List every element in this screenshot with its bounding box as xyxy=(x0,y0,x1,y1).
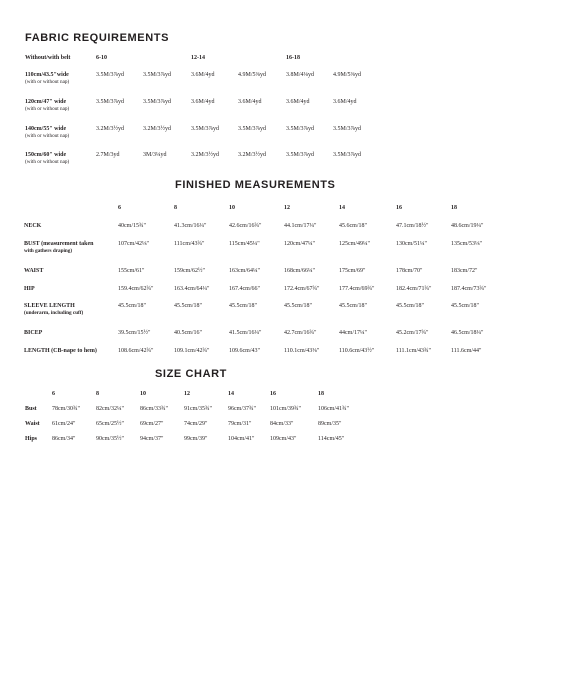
finished-cell: 45.5cm/18" xyxy=(174,303,202,309)
fabric-cell: 3.5M/3⅞yd xyxy=(286,126,315,132)
fabric-row-label: 110cm/43.5"wide (with or without nap) xyxy=(25,72,70,85)
finished-cell: 178cm/70" xyxy=(396,268,423,274)
size-chart-row-label: Waist xyxy=(25,421,40,427)
finished-row-label: SLEEVE LENGTH (underarm, including cuff) xyxy=(24,303,84,316)
finished-row-label: LENGTH (CB-nape to hem) xyxy=(24,348,97,354)
fabric-cell: 3.5M/3⅞yd xyxy=(96,99,125,105)
finished-cell: 45.5cm/18" xyxy=(451,303,479,309)
finished-cell: 125cm/49¼" xyxy=(339,241,370,247)
finished-size: 8 xyxy=(174,205,177,211)
finished-cell: 167.4cm/66" xyxy=(229,286,260,292)
size-chart-cell: 86cm/33¾" xyxy=(140,406,168,412)
finished-row-label: NECK xyxy=(24,223,42,229)
size-chart-cell: 84cm/33" xyxy=(270,421,294,427)
size-chart-cell: 65cm/25½" xyxy=(96,421,124,427)
fabric-cell: 3M/3¼yd xyxy=(143,152,167,158)
size-chart-heading: SIZE CHART xyxy=(155,368,227,380)
size-chart-size: 12 xyxy=(184,391,190,397)
size-chart-cell: 94cm/37" xyxy=(140,436,164,442)
finished-cell: 42.7cm/16¾" xyxy=(284,330,317,336)
fabric-row-label: 120cm/47" wide (with or without nap) xyxy=(25,99,70,112)
size-chart-cell: 90cm/35½" xyxy=(96,436,124,442)
finished-cell: 159.4cm/62¾" xyxy=(118,286,154,292)
fabric-cell: 3.5M/3⅞yd xyxy=(191,126,220,132)
finished-cell: 39.5cm/15½" xyxy=(118,330,151,336)
finished-cell: 120cm/47¼" xyxy=(284,241,315,247)
finished-measurements-heading: FINISHED MEASUREMENTS xyxy=(175,179,336,191)
finished-cell: 107cm/42⅛" xyxy=(118,241,149,247)
finished-cell: 111.6cm/44" xyxy=(451,348,482,354)
fabric-cell: 3.6M/4yd xyxy=(286,99,310,105)
finished-cell: 45.5cm/18" xyxy=(118,303,146,309)
finished-size: 6 xyxy=(118,205,121,211)
fabric-cell: 3.6M/4yd xyxy=(238,99,262,105)
finished-cell: 40cm/15¾" xyxy=(118,223,146,229)
finished-cell: 155cm/61" xyxy=(118,268,145,274)
fabric-cell: 3.5M/3⅞yd xyxy=(238,126,267,132)
fabric-row-label: 150cm/60" wide (with or without nap) xyxy=(25,152,70,165)
fabric-cell: 3.5M/3⅞yd xyxy=(286,152,315,158)
fabric-cell: 3.2M/3½yd xyxy=(143,126,172,132)
finished-size: 12 xyxy=(284,205,290,211)
finished-cell: 111cm/43¾" xyxy=(174,241,205,247)
size-chart-cell: 61cm/24" xyxy=(52,421,76,427)
finished-cell: 108.6cm/42¾" xyxy=(118,348,154,354)
finished-cell: 41.3cm/16¼" xyxy=(174,223,207,229)
finished-cell: 44.1cm/17¼" xyxy=(284,223,317,229)
finished-cell: 45.5cm/18" xyxy=(396,303,424,309)
finished-cell: 172.4cm/67¾" xyxy=(284,286,320,292)
size-chart-cell: 69cm/27" xyxy=(140,421,164,427)
finished-cell: 42.6cm/16¾" xyxy=(229,223,262,229)
size-chart-cell: 79cm/31" xyxy=(228,421,252,427)
fabric-header-size-6-10: 6-10 xyxy=(96,55,107,61)
fabric-cell: 3.2M/3½yd xyxy=(96,126,125,132)
finished-cell: 47.1cm/18½" xyxy=(396,223,429,229)
finished-size: 10 xyxy=(229,205,235,211)
size-chart-cell: 99cm/39" xyxy=(184,436,208,442)
size-chart-size: 6 xyxy=(52,391,55,397)
finished-cell: 109.6cm/43" xyxy=(229,348,260,354)
fabric-requirements-heading: FABRIC REQUIREMENTS xyxy=(25,32,170,44)
fabric-row-label: 140cm/55" wide (with or without nap) xyxy=(25,126,70,139)
fabric-cell: 3.2M/3½yd xyxy=(238,152,267,158)
finished-cell: 45.2cm/17¾" xyxy=(396,330,429,336)
finished-cell: 182.4cm/71¾" xyxy=(396,286,432,292)
finished-cell: 41.5cm/16¼" xyxy=(229,330,262,336)
finished-cell: 44cm/17¼" xyxy=(339,330,367,336)
finished-size: 14 xyxy=(339,205,345,211)
fabric-cell: 3.5M/3⅞yd xyxy=(333,126,362,132)
size-chart-cell: 96cm/37¾" xyxy=(228,406,256,412)
size-chart-row-label: Hips xyxy=(25,436,38,442)
size-chart-cell: 86cm/34" xyxy=(52,436,76,442)
size-chart-cell: 106cm/41¾" xyxy=(318,406,349,412)
size-chart-cell: 91cm/35¾" xyxy=(184,406,212,412)
finished-cell: 110.1cm/43⅜" xyxy=(284,348,320,354)
fabric-cell: 3.5M/3⅞yd xyxy=(333,152,362,158)
fabric-header-size-12-14: 12-14 xyxy=(191,55,205,61)
size-chart-size: 10 xyxy=(140,391,146,397)
finished-cell: 45.5cm/18" xyxy=(229,303,257,309)
size-chart-row-label: Bust xyxy=(25,406,37,412)
size-chart-cell: 89cm/35" xyxy=(318,421,342,427)
finished-cell: 45.6cm/18" xyxy=(339,223,367,229)
fabric-cell: 3.2M/3½yd xyxy=(191,152,220,158)
finished-cell: 168cm/66¼" xyxy=(284,268,315,274)
size-chart-size: 16 xyxy=(270,391,276,397)
fabric-cell: 3.6M/4yd xyxy=(191,72,215,78)
finished-cell: 130cm/51¼" xyxy=(396,241,427,247)
finished-cell: 115cm/45¼" xyxy=(229,241,260,247)
fabric-cell: 4.9M/5⅜yd xyxy=(333,72,362,78)
size-chart-cell: 78cm/30¾" xyxy=(52,406,80,412)
finished-cell: 111.1cm/43¾" xyxy=(396,348,432,354)
fabric-cell: 4.9M/5⅜yd xyxy=(238,72,267,78)
fabric-cell: 3.8M/4⅛yd xyxy=(286,72,315,78)
size-chart-cell: 101cm/39¾" xyxy=(270,406,301,412)
finished-cell: 183cm/72" xyxy=(451,268,478,274)
finished-cell: 45.5cm/18" xyxy=(339,303,367,309)
size-chart-cell: 109cm/43" xyxy=(270,436,297,442)
finished-cell: 110.6cm/43½" xyxy=(339,348,375,354)
finished-cell: 175cm/69" xyxy=(339,268,366,274)
fabric-cell: 3.5M/3⅞yd xyxy=(96,72,125,78)
fabric-cell: 3.5M/3⅞yd xyxy=(143,99,172,105)
size-chart-size: 14 xyxy=(228,391,234,397)
fabric-header-size-16-18: 16-18 xyxy=(286,55,300,61)
finished-cell: 163.4cm/64¼" xyxy=(174,286,210,292)
fabric-cell: 3.6M/4yd xyxy=(191,99,215,105)
size-chart-cell: 82cm/32¼" xyxy=(96,406,124,412)
size-chart-cell: 104cm/41" xyxy=(228,436,255,442)
finished-cell: 109.1cm/42¾" xyxy=(174,348,210,354)
fabric-cell: 3.5M/3⅞yd xyxy=(143,72,172,78)
fabric-header-label: Without/with belt xyxy=(25,55,71,61)
fabric-cell: 3.6M/4yd xyxy=(333,99,357,105)
finished-size: 16 xyxy=(396,205,402,211)
size-chart-cell: 114cm/45" xyxy=(318,436,345,442)
fabric-cell: 2.7M/3yd xyxy=(96,152,120,158)
finished-cell: 159cm/62½" xyxy=(174,268,205,274)
size-chart-cell: 74cm/29" xyxy=(184,421,208,427)
size-chart-size: 18 xyxy=(318,391,324,397)
size-chart-size: 8 xyxy=(96,391,99,397)
finished-cell: 177.4cm/69¾" xyxy=(339,286,375,292)
finished-row-label: BICEP xyxy=(24,330,43,336)
finished-size: 18 xyxy=(451,205,457,211)
finished-cell: 135cm/53⅛" xyxy=(451,241,482,247)
finished-row-label: WAIST xyxy=(24,268,44,274)
finished-cell: 45.5cm/18" xyxy=(284,303,312,309)
finished-row-label: HIP xyxy=(24,286,35,292)
finished-cell: 48.6cm/19¼" xyxy=(451,223,484,229)
finished-row-label: BUST (measurement taken with gathers draping) xyxy=(24,241,94,254)
finished-cell: 187.4cm/73¾" xyxy=(451,286,487,292)
finished-cell: 40.5cm/16" xyxy=(174,330,202,336)
finished-cell: 46.5cm/18¼" xyxy=(451,330,484,336)
finished-cell: 163cm/64¼" xyxy=(229,268,260,274)
